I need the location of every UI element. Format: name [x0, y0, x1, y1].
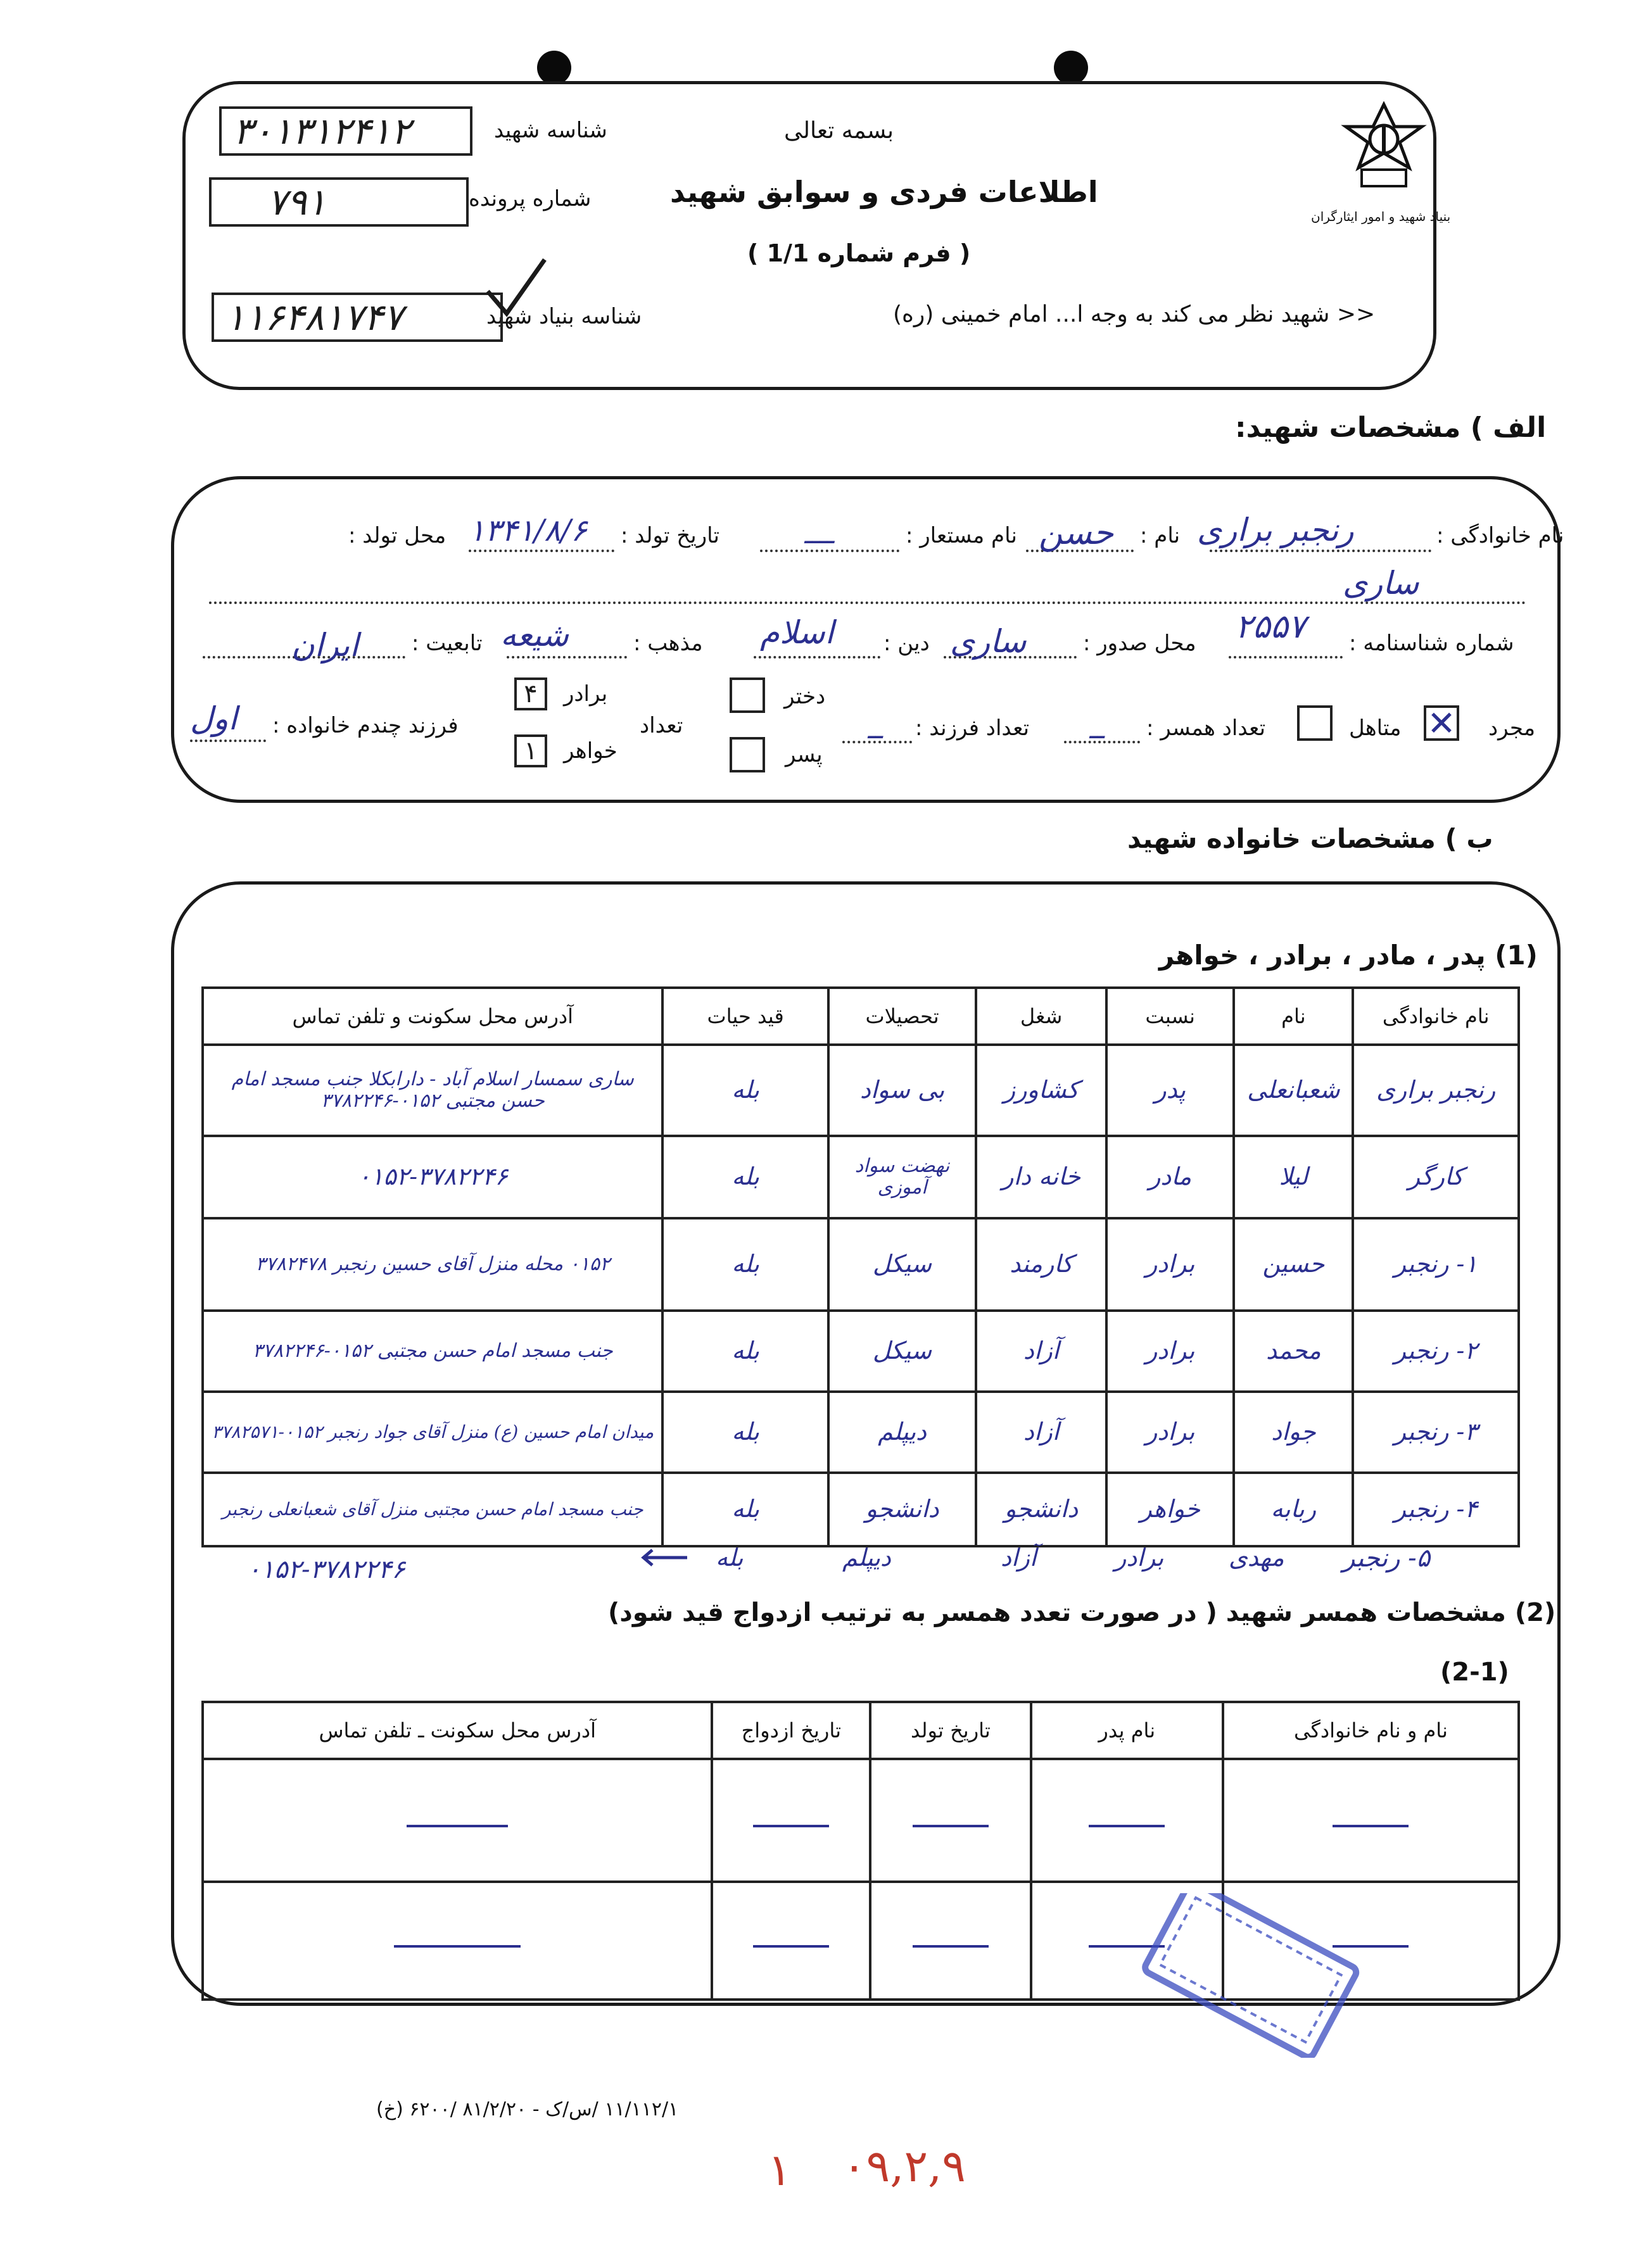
religion-label: دین : — [884, 631, 930, 656]
daughter-count-box[interactable] — [730, 677, 765, 713]
cell-education: بی سواد — [828, 1045, 977, 1136]
cell-job: دانشجو — [976, 1473, 1106, 1546]
cell-alive: بله — [662, 1136, 828, 1218]
spouse-table-header — [203, 1702, 1519, 1759]
spouse-subheading: (2-1) — [1440, 1658, 1509, 1687]
children-count-value: ــ — [868, 715, 883, 745]
section-b-heading: ب ) مشخصات خانواده شهید — [1127, 823, 1493, 854]
col-marriage-date: تاریخ ازدواج — [712, 1702, 870, 1759]
sect-label: مذهب : — [633, 631, 703, 656]
logo-caption: بنیاد شهید و امور ایثارگران — [1311, 209, 1451, 224]
table-row — [203, 1759, 1519, 1882]
table-row — [203, 1392, 1519, 1473]
family-name-label: نام خانوادگی : — [1436, 523, 1564, 548]
page-mark: ۰۹,۲,۹ — [842, 2140, 966, 2192]
col-name: نام — [1234, 988, 1353, 1045]
count-label: تعداد — [640, 713, 683, 738]
cell-family: ۳- رنجبر — [1353, 1392, 1519, 1473]
family-name-line — [1210, 550, 1431, 552]
cell-name: جواد — [1234, 1392, 1353, 1473]
children-count-label: تعداد فرزند : — [915, 715, 1030, 741]
cell-address: میدان امام حسین (ع) منزل آقای جواد رنجبر ۰۱۵۲-۳۷۸۲۵۷۱ — [203, 1392, 662, 1473]
cell-family: ۲- رنجبر — [1353, 1311, 1519, 1392]
alias-line — [760, 550, 899, 552]
son-count-box[interactable] — [730, 737, 765, 772]
child-order-line — [190, 740, 266, 742]
table-row — [203, 1136, 1519, 1218]
cell-relation: برادر — [1106, 1392, 1234, 1473]
birth-date-value: ۱۳۴۱/۸/۶ — [469, 513, 588, 548]
extra-row-name: مهدی — [1229, 1544, 1284, 1572]
foundation-id-value: ۱۱۶۴۸۱۷۴۷ — [225, 296, 403, 339]
cell-relation: خواهر — [1106, 1473, 1234, 1546]
cell-alive: بله — [662, 1311, 828, 1392]
religion-value: اسلام — [760, 614, 834, 651]
col-spouse-father: نام پدر — [1031, 1702, 1223, 1759]
alias-label: نام مستعار : — [906, 523, 1017, 548]
child-order-value: اول — [190, 700, 238, 737]
cell-education: نهضت سواد آموزی — [828, 1136, 977, 1218]
cell-relation: برادر — [1106, 1218, 1234, 1311]
child-order-label: فرزند چندم خانواده : — [272, 713, 459, 738]
col-education: تحصیلات — [828, 988, 977, 1045]
first-name-label: نام : — [1140, 523, 1181, 548]
cell-family: کارگر — [1353, 1136, 1519, 1218]
birth-date-label: تاریخ تولد : — [621, 523, 719, 548]
family-name-value: رنجبر براری — [1197, 512, 1354, 548]
cell-family: ۴- رنجبر — [1353, 1473, 1519, 1546]
arrow-left-icon — [640, 1545, 690, 1570]
brother-count-box[interactable] — [514, 677, 547, 710]
cell-relation: مادر — [1106, 1136, 1234, 1218]
id-number-label: شماره شناسنامه : — [1349, 631, 1514, 656]
col-spouse-address: آدرس محل سکونت ـ تلفن تماس — [203, 1702, 712, 1759]
office-stamp-icon — [1127, 1893, 1368, 2058]
cell-job: کشاورز — [976, 1045, 1106, 1136]
single-checked-mark: ✕ — [1427, 703, 1456, 743]
cell-address: جنب مسجد امام حسن مجتبی ۰۱۵۲-۳۷۸۲۲۴۶ — [203, 1311, 662, 1392]
family-table-heading: (1) پدر ، مادر ، برادر ، خواهر — [1159, 940, 1538, 971]
son-label: پسر — [785, 742, 823, 767]
birth-place-value: ساری — [1343, 565, 1419, 602]
birth-date-line — [469, 550, 614, 552]
cell-address: ساری سمسار اسلام آباد - دارابکلا جنب مسجد امام حسن مجتبی ۰۱۵۲-۳۷۸۲۲۴۶ — [203, 1045, 662, 1136]
cell-name: محمد — [1234, 1311, 1353, 1392]
cell-address: جنب مسجد امام حسن مجتبی منزل آقای شعبانعلی رنجبر — [203, 1473, 662, 1546]
cell-empty — [1223, 1759, 1519, 1882]
sect-value: شیعه — [500, 617, 569, 653]
cell-name: حسین — [1234, 1218, 1353, 1311]
col-address: آدرس محل سکونت و تلفن تماس — [203, 988, 662, 1045]
extra-row-address: ۰۱۵۲-۳۷۸۲۲۴۶ — [247, 1555, 405, 1584]
file-number-box — [209, 177, 469, 227]
nationality-value: ایران — [291, 627, 359, 664]
foundation-id-box — [212, 293, 503, 342]
page-number: ۱ — [768, 2144, 792, 2196]
cell-education: دانشجو — [828, 1473, 977, 1546]
cell-job: آزاد — [976, 1392, 1106, 1473]
brother-count-value: ۴ — [524, 679, 538, 709]
cell-alive: بله — [662, 1045, 828, 1136]
cell-relation: برادر — [1106, 1311, 1234, 1392]
extra-row-family: ۵- رنجبر — [1343, 1544, 1431, 1573]
foundation-logo-icon — [1336, 101, 1431, 196]
imam-quote: << شهید نظر می کند به وجه ا... امام خمینی (ره) — [893, 301, 1376, 327]
col-family-name: نام خانوادگی — [1353, 988, 1519, 1045]
cell-empty — [870, 1882, 1031, 2000]
married-checkbox[interactable] — [1297, 705, 1333, 741]
cell-empty — [203, 1882, 712, 2000]
spouse-count-value: ــ — [1089, 715, 1105, 745]
birth-place-line — [209, 602, 1526, 604]
nationality-label: تابعیت : — [412, 631, 483, 656]
brother-label: برادر — [564, 681, 608, 707]
martyr-id-value: ۳۰۱۳۱۲۴۱۲ — [233, 110, 411, 153]
form-title: اطلاعات فردی و سوابق شهید — [670, 175, 1098, 209]
col-relation: نسبت — [1106, 988, 1234, 1045]
form-number: ( فرم شماره 1/1 ) — [747, 239, 971, 267]
martyr-id-label: شناسه شهید — [494, 118, 607, 143]
section-a-heading: الف ) مشخصات شهید: — [1235, 412, 1547, 444]
table-row — [203, 1045, 1519, 1136]
cell-empty — [712, 1759, 870, 1882]
cell-name: لیلا — [1234, 1136, 1353, 1218]
single-label: مجرد — [1488, 715, 1536, 741]
extra-row-alive: بله — [716, 1544, 744, 1572]
col-spouse-name: نام و نام خانوادگی — [1223, 1702, 1519, 1759]
checkmark-icon — [481, 253, 551, 323]
issue-place-value: ساری — [950, 623, 1027, 660]
cell-alive: بله — [662, 1392, 828, 1473]
married-label: متاهل — [1349, 715, 1402, 741]
extra-row-education: دیپلم — [842, 1544, 891, 1572]
file-number-value: ۷۹۱ — [267, 180, 327, 224]
table-row — [203, 1218, 1519, 1311]
cell-address: ۰۱۵۲ محله منزل آقای حسین رنجبر ۳۷۸۲۴۷۸ — [203, 1218, 662, 1311]
cell-relation: پدر — [1106, 1045, 1234, 1136]
cell-name: ربابه — [1234, 1473, 1353, 1546]
family-table — [201, 986, 1520, 1547]
religion-line — [754, 656, 880, 658]
extra-row-relation: برادر — [1115, 1544, 1164, 1572]
spouse-heading: (2) مشخصات همسر شهید ( در صورت تعدد همسر به ترتیب ازدواج قید شود) — [608, 1598, 1556, 1627]
id-number-line — [1229, 656, 1343, 658]
cell-empty — [203, 1759, 712, 1882]
foundation-id-label: شناسه بنیاد شهید — [486, 304, 642, 329]
table-row — [203, 1473, 1519, 1546]
punch-hole-right — [1054, 51, 1088, 85]
cell-job: خانه دار — [976, 1136, 1106, 1218]
cell-family: ۱- رنجبر — [1353, 1218, 1519, 1311]
spouse-count-label: تعداد همسر : — [1146, 715, 1266, 741]
alias-value: ــــ — [804, 520, 834, 550]
file-number-label: شماره پرونده — [469, 186, 592, 211]
cell-empty — [712, 1882, 870, 2000]
cell-address: ۰۱۵۲-۳۷۸۲۲۴۶ — [203, 1136, 662, 1218]
birth-place-label: محل تولد : — [348, 523, 446, 548]
table-row — [203, 1311, 1519, 1392]
first-name-value: حسن — [1039, 514, 1114, 552]
cell-job: کارمند — [976, 1218, 1106, 1311]
bismillah: بسمه تعالی — [784, 118, 894, 144]
daughter-label: دختر — [784, 684, 826, 709]
punch-hole-left — [537, 51, 571, 85]
cell-empty — [1031, 1759, 1223, 1882]
cell-name: شعبانعلی — [1234, 1045, 1353, 1136]
col-spouse-birth: تاریخ تولد — [870, 1702, 1031, 1759]
cell-job: آزاد — [976, 1311, 1106, 1392]
cell-empty — [870, 1759, 1031, 1882]
cell-alive: بله — [662, 1218, 828, 1311]
id-number-value: ۲۵۵۷ — [1235, 608, 1306, 646]
martyr-id-box — [219, 106, 472, 156]
single-checkbox[interactable] — [1424, 705, 1459, 741]
sect-line — [507, 656, 627, 658]
col-job: شغل — [976, 988, 1106, 1045]
col-alive: قید حیات — [662, 988, 828, 1045]
issue-place-label: محل صدور : — [1083, 631, 1196, 656]
cell-education: دیپلم — [828, 1392, 977, 1473]
sister-count-value: ۱ — [524, 736, 538, 765]
cell-alive: بله — [662, 1473, 828, 1546]
sister-count-box[interactable] — [514, 734, 547, 767]
cell-education: سیکل — [828, 1311, 977, 1392]
cell-family: رنجبر براری — [1353, 1045, 1519, 1136]
sister-label: خواهر — [564, 738, 618, 764]
cell-education: سیکل — [828, 1218, 977, 1311]
family-table-header — [203, 988, 1519, 1045]
extra-row-job: آزاد — [1001, 1544, 1037, 1572]
footer-code: ۱۱/۱۱۲/۱ /س/ک - ۸۱/۲/۲۰ /۶۲۰۰ (خ) — [376, 2098, 679, 2120]
